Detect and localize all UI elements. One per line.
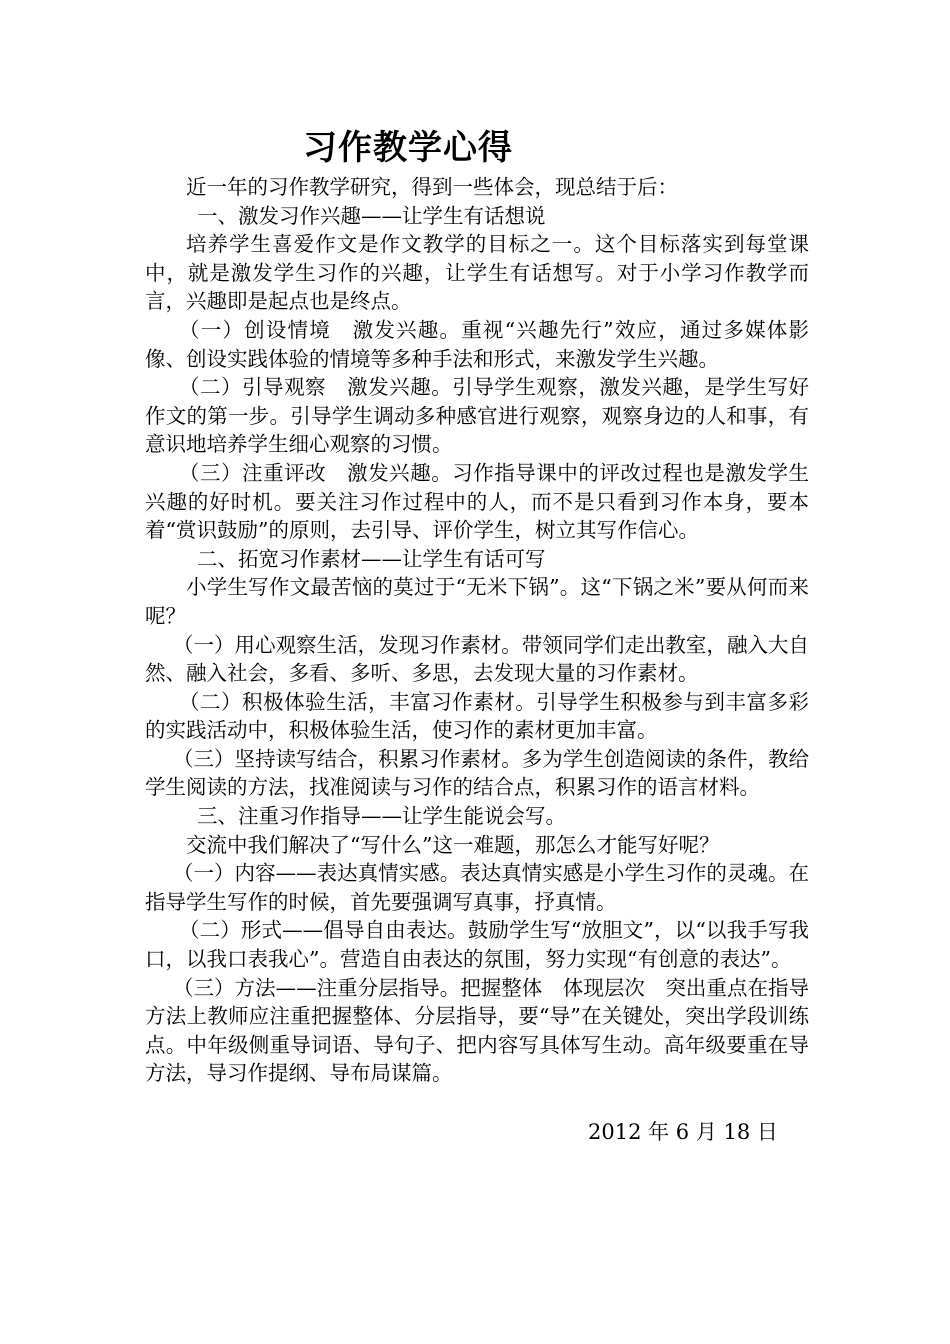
section-heading-1: 一、激发习作兴趣——让学生有话想说: [197, 203, 546, 228]
body-paragraph: 小学生写作文最苦恼的莫过于“无米下锅”。这“下锅之米”要从何而来呢？: [145, 575, 809, 628]
list-item-paragraph: （一）创设情境 激发兴趣。重视“兴趣先行”效应，通过多媒体影像、创设实践体验的情境等多种手法和形式，来激发学生兴趣。: [145, 317, 809, 371]
intro-paragraph: 近一年的习作教学研究，得到一些体会，现总结于后：: [186, 175, 678, 199]
body-paragraph: 培养学生喜爱作文是作文教学的目标之一。这个目标落实到每堂课中，就是激发学生习作的兴趣，让学生有话想写。对于小学习作教学而言，兴趣即是起点也是终点。: [145, 232, 809, 314]
list-item-paragraph: （一）用心观察生活，发现习作素材。带领同学们走出教室，融入大自然、融入社会，多看、多听、多思，去发现大量的习作素材。: [145, 632, 809, 686]
document-title: 习作教学心得: [303, 128, 513, 168]
list-item-paragraph: （三）注重评改 激发兴趣。习作指导课中的评改过程也是激发学生兴趣的好时机。要关注习作过程中的人，而不是只看到习作本身，要本着“赏识鼓励”的原则，去引导、评价学生，树立其写作信心。: [145, 460, 809, 543]
document-date: 2012 年 6 月 18 日: [588, 1120, 778, 1144]
section-heading-2: 二、拓宽习作素材——让学生有话可写: [197, 546, 546, 571]
list-item-paragraph: （二）形式——倡导自由表达。鼓励学生写“放胆文”，以“以我手写我口，以我口表我心”。营造自由表达的氛围，努力实现“有创意的表达”。: [145, 918, 809, 972]
section-heading-3: 三、注重习作指导——让学生能说会写。: [197, 804, 566, 829]
body-paragraph: 交流中我们解决了“写什么”这一难题，那怎么才能写好呢？: [186, 832, 720, 857]
list-item-paragraph: （一）内容——表达真情实感。表达真情实感是小学生习作的灵魂。在指导学生写作的时候，首先要强调写真事，抒真情。: [145, 861, 809, 914]
list-item-paragraph: （二）积极体验生活，丰富习作素材。引导学生积极参与到丰富多彩的实践活动中，积极体验生活，使习作的素材更加丰富。: [145, 689, 809, 743]
list-item-paragraph: （三）坚持读写结合，积累习作素材。多为学生创造阅读的条件，教给学生阅读的方法，找准阅读与习作的结合点，积累习作的语言材料。: [145, 746, 809, 800]
list-item-paragraph: （二）引导观察 激发兴趣。引导学生观察，激发兴趣，是学生写好作文的第一步。引导学生调动多种感官进行观察，观察身边的人和事，有意识地培养学生细心观察的习惯。: [145, 375, 809, 457]
list-item-paragraph: （三）方法——注重分层指导。把握整体 体现层次 突出重点在指导方法上教师应注重把握整体、分层指导，要“导”在关键处，突出学段训练点。中年级侧重导词语、导句子、把内容写具体写生动。高年级要重在导方法，导习作提纲、导布局谋篇。: [145, 975, 809, 1086]
document-body: [145, 173, 809, 1088]
